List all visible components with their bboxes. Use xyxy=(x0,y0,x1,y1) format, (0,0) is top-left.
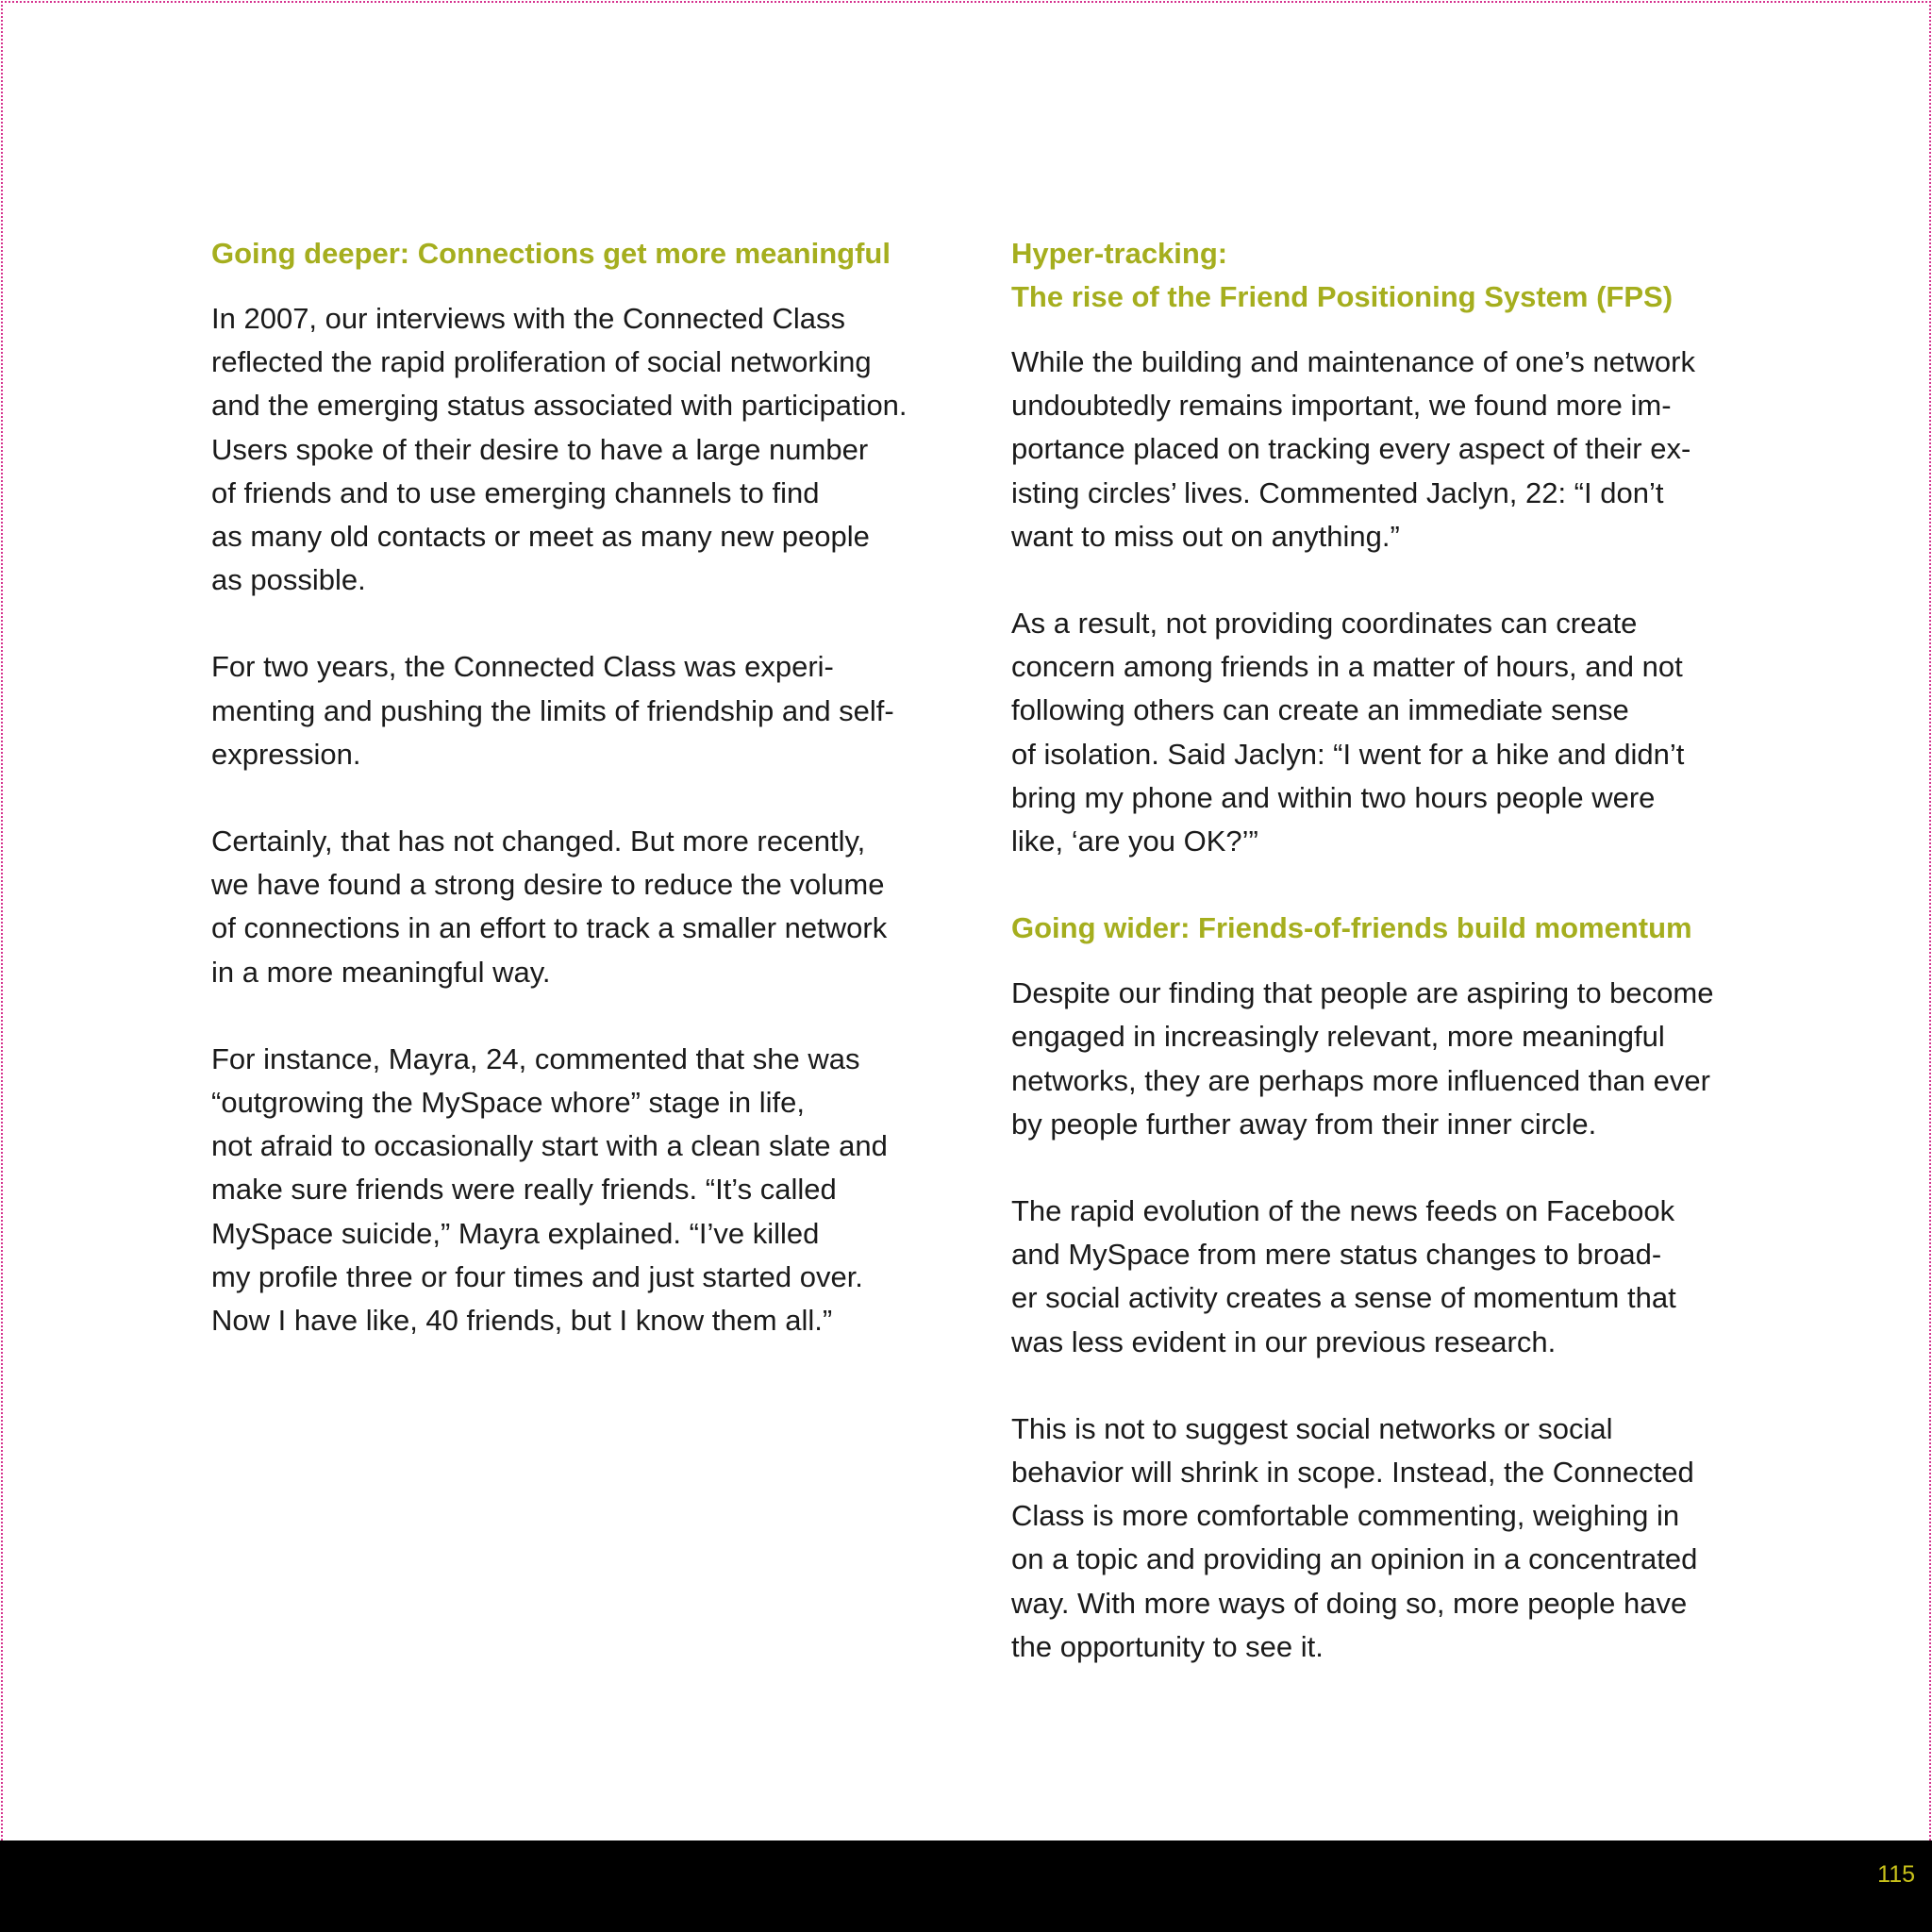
paragraph: For two years, the Connected Class was experi- menting and pushing the limits of friendship and self- expression. xyxy=(211,650,894,771)
paragraph: The rapid evolution of the news feeds on Facebook and MySpace from mere status changes to broad- er social activity creates a sense of momentum that was less evident in our previous research. xyxy=(1011,1194,1676,1358)
paragraph: While the building and maintenance of one’s network undoubtedly remains important, we found more im- portance placed on tracking every aspect of their ex- isting circles’ lives. Commented Jaclyn, 22: “I don’t want to miss out on anything.” xyxy=(1011,345,1695,553)
section-heading-going-deeper: Going deeper: Connections get more meaningful xyxy=(211,237,891,270)
footer-bar xyxy=(0,1840,1932,1932)
left-column xyxy=(211,232,957,1386)
section-subheading-fps: The rise of the Friend Positioning System (FPS) xyxy=(1011,280,1674,313)
section-heading-going-wider: Going wider: Friends-of-friends build momentum xyxy=(1011,911,1692,945)
right-column xyxy=(1011,232,1766,1712)
section-heading-hyper-tracking: Hyper-tracking: xyxy=(1011,237,1228,270)
paragraph: This is not to suggest social networks or social behavior will shrink in scope. Instead, the Connected Class is more comfortable commenting, weighing in on a topic and providing an opinion in a concentrated way. With more ways of doing so, more people have the opportunity to see it. xyxy=(1011,1411,1698,1663)
paragraph: In 2007, our interviews with the Connected Class reflected the rapid proliferation of social networking and the emerging status associated with participation. Users spoke of their desire to have a large number of friends and to use emerging channels to find as many old contacts or meet as many new people as possible. xyxy=(211,302,908,597)
paragraph: Despite our finding that people are aspiring to become engaged in increasingly relevant, more meaningful networks, they are perhaps more influenced than ever by people further away from their inner circle. xyxy=(1011,976,1714,1141)
paragraph: As a result, not providing coordinates can create concern among friends in a matter of hours, and not following others can create an immediate sense of isolation. Said Jaclyn: “I went for a hike and didn’t bring my phone and within two hours people were like, ‘are you OK?’” xyxy=(1011,607,1685,858)
paragraph: For instance, Mayra, 24, commented that she was “outgrowing the MySpace whore” stage in life, not afraid to occasionally start with a clean slate and make sure friends were really friends. “It’s called MySpace suicide,” Mayra explained. “I’ve killed my profile three or four times and just started over. Now I have like, 40 friends, but I know them all.” xyxy=(211,1041,888,1338)
page-number: 115 xyxy=(1877,1861,1915,1888)
paragraph: Certainly, that has not changed. But more recently, we have found a strong desire to reduce the volume of connections in an effort to track a smaller network in a more meaningful way. xyxy=(211,824,888,989)
